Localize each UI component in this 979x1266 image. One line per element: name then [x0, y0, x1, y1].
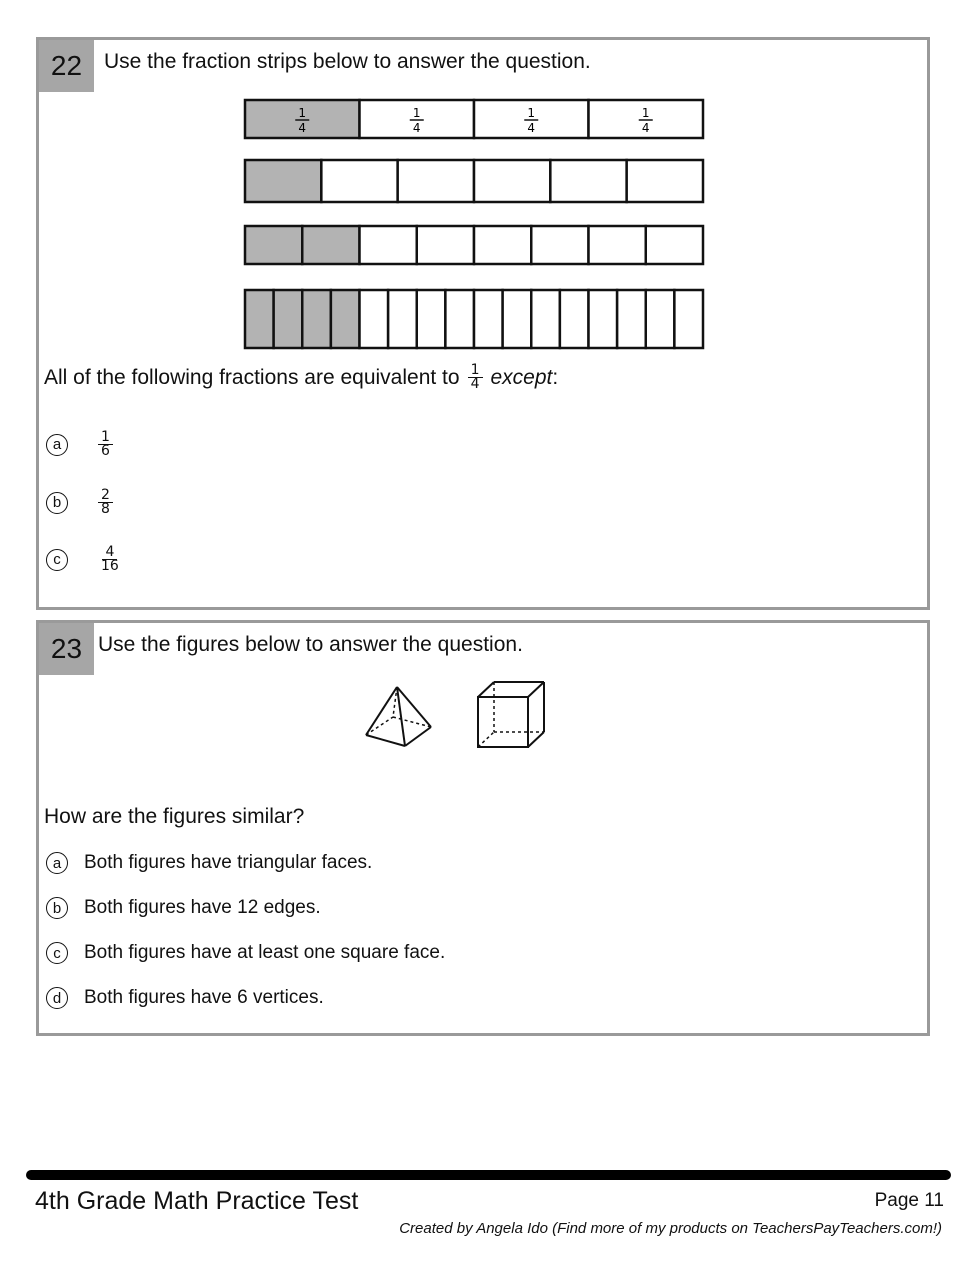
- fraction-denominator: 6: [101, 443, 110, 459]
- fraction-denominator: 16: [101, 558, 119, 574]
- answer-bubble-a[interactable]: a: [46, 852, 68, 874]
- question-text: How are the figures similar?: [44, 805, 305, 828]
- strip-cell: [321, 160, 397, 202]
- fraction-numerator: 2: [98, 489, 113, 503]
- question-prompt: Use the figures below to answer the question.: [98, 633, 523, 656]
- strip-cell-shaded: [274, 290, 303, 348]
- strip-cell-shaded: [331, 290, 360, 348]
- choice-c[interactable]: [46, 546, 122, 573]
- strip-cell: [474, 160, 550, 202]
- answer-bubble-a[interactable]: a: [46, 434, 68, 456]
- svg-text:4: 4: [527, 121, 536, 135]
- fraction-strip-8: [245, 226, 703, 264]
- svg-text:1: 1: [527, 106, 536, 120]
- fraction-numerator: 1: [98, 431, 113, 445]
- question-before: All of the following fractions are equivalent to: [44, 365, 460, 389]
- choice-b[interactable]: [46, 489, 113, 516]
- strip-cell: [674, 290, 703, 348]
- question-fraction: [468, 364, 483, 391]
- strip-cell: [474, 226, 531, 264]
- footer-divider: [26, 1170, 951, 1180]
- strip-cell: [445, 290, 474, 348]
- footer-title: 4th Grade Math Practice Test: [35, 1187, 359, 1215]
- strip-cell: [646, 226, 703, 264]
- choice-fraction: [98, 546, 122, 573]
- fraction-denominator: 8: [101, 501, 110, 517]
- fraction-strips: [243, 98, 705, 354]
- fraction-strip-16: [245, 290, 703, 348]
- choice-fraction: [98, 431, 113, 458]
- question-text: [44, 364, 558, 391]
- fraction-strip-4: [245, 100, 703, 138]
- question-prompt: Use the fraction strips below to answer the question.: [104, 50, 591, 73]
- strip-cell: [589, 226, 646, 264]
- choice-a[interactable]: [46, 431, 113, 458]
- strip-cell-shaded: [302, 290, 331, 348]
- strip-cell: [646, 290, 675, 348]
- square-pyramid-figure: [366, 687, 431, 746]
- strip-cell: [550, 160, 626, 202]
- question-number: 22: [39, 40, 94, 92]
- svg-text:1: 1: [412, 106, 421, 120]
- strip-cell: [617, 290, 646, 348]
- strip-cell: [360, 290, 389, 348]
- question-23-box: [36, 620, 930, 1036]
- strip-cell-shaded: [245, 160, 321, 202]
- svg-text:1: 1: [641, 106, 650, 120]
- strip-cell-shaded: [245, 226, 302, 264]
- choice-fraction: [98, 489, 113, 516]
- svg-text:1: 1: [298, 106, 307, 120]
- svg-text:4: 4: [641, 121, 650, 135]
- strip-cell: [627, 160, 703, 202]
- strip-cell: [388, 290, 417, 348]
- strip-cell: [360, 226, 417, 264]
- answer-bubble-b[interactable]: b: [46, 492, 68, 514]
- answer-bubble-c[interactable]: c: [46, 549, 68, 571]
- fraction-numerator: 1: [468, 364, 483, 378]
- choice-text: Both figures have triangular faces.: [84, 852, 373, 873]
- choice-text: Both figures have 12 edges.: [84, 897, 321, 918]
- fraction-denominator: 4: [470, 376, 480, 392]
- strip-cell: [398, 160, 474, 202]
- question-22-box: [36, 37, 930, 610]
- choice-text: Both figures have 6 vertices.: [84, 987, 324, 1008]
- strip-cell: [417, 226, 474, 264]
- question-emphasis: except: [490, 365, 553, 389]
- strip-cell: [417, 290, 446, 348]
- fraction-strip-6: [245, 160, 703, 202]
- strip-cell-shaded: [302, 226, 359, 264]
- strip-cell: [503, 290, 532, 348]
- choice-c[interactable]: [46, 942, 445, 964]
- footer-credit: Created by Angela Ido (Find more of my products on TeachersPayTeachers.com!): [399, 1220, 942, 1237]
- strip-cell: [560, 290, 589, 348]
- cube-figure: [478, 682, 544, 747]
- choice-text: Both figures have at least one square face.: [84, 942, 446, 963]
- strip-cell: [474, 290, 503, 348]
- choice-b[interactable]: [46, 897, 321, 919]
- answer-bubble-c[interactable]: c: [46, 942, 68, 964]
- solid-figures: [363, 679, 553, 755]
- svg-text:4: 4: [412, 121, 421, 135]
- answer-bubble-d[interactable]: d: [46, 987, 68, 1009]
- choice-d[interactable]: [46, 987, 324, 1009]
- fraction-numerator: 4: [102, 546, 117, 560]
- strip-cell: [589, 290, 618, 348]
- strip-cell-shaded: [245, 290, 274, 348]
- question-number: 23: [39, 623, 94, 675]
- strip-cell: [531, 226, 588, 264]
- choice-a[interactable]: [46, 852, 372, 874]
- question-after: :: [552, 365, 559, 389]
- svg-text:4: 4: [298, 121, 307, 135]
- page-number: Page 11: [874, 1190, 944, 1211]
- strip-cell: [531, 290, 560, 348]
- answer-bubble-b[interactable]: b: [46, 897, 68, 919]
